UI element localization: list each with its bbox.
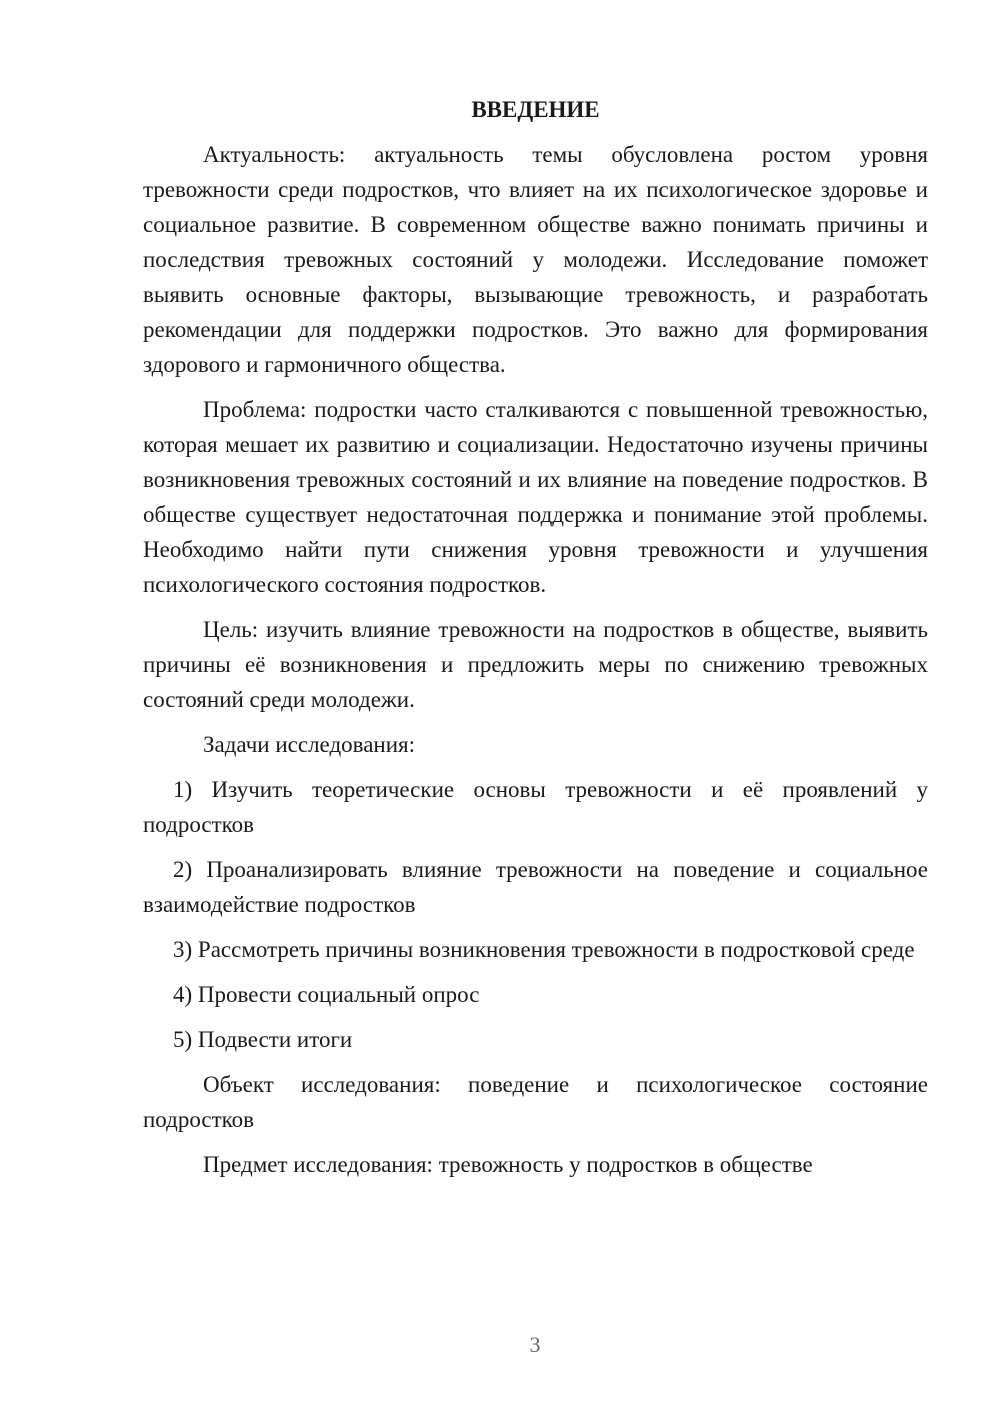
task-item-1: 1) Изучить теоретические основы тревожности и её проявлений у подростков bbox=[143, 777, 928, 837]
page-number: 3 bbox=[529, 1332, 541, 1357]
tasks-title: Задачи исследования: bbox=[203, 732, 416, 757]
problem-paragraph: Проблема: подростки часто сталкиваются с повышенной тревожностью, которая мешает их развитию и социализации. Недостаточно изучены причины возникновения тревожных состояний и их влияние на поведение подростков. В обществе существует недостаточная поддержка и понимание этой проблемы. Необходимо найти пути снижения уровня тревожности и улучшения психологического состояния подростков. bbox=[143, 397, 928, 597]
goal-paragraph: Цель: изучить влияние тревожности на подростков в обществе, выявить причины её возникновения и предложить меры по снижению тревожных состояний среди молодежи. bbox=[143, 617, 928, 712]
section-heading: ВВЕДЕНИЕ bbox=[471, 97, 600, 122]
relevance-paragraph: Актуальность: актуальность темы обусловлена ростом уровня тревожности среди подростков, что влияет на их психологическое здоровье и социальное развитие. В современном обществе важно понимать причины и последствия тревожных состояний у молодежи. Исследование поможет выявить основные факторы, вызывающие тревожность, и разработать рекомендации для поддержки подростков. Это важно для формирования здорового и гармоничного общества. bbox=[143, 142, 928, 377]
task-item-2: 2) Проанализировать влияние тревожности на поведение и социальное взаимодействие подростков bbox=[143, 857, 928, 917]
task-item-4: 4) Провести социальный опрос bbox=[173, 982, 480, 1007]
task-item-3: 3) Рассмотреть причины возникновения тревожности в подростковой среде bbox=[173, 937, 915, 962]
subject-paragraph: Предмет исследования: тревожность у подростков в обществе bbox=[203, 1152, 813, 1177]
task-item-5: 5) Подвести итоги bbox=[173, 1027, 353, 1052]
page-content bbox=[143, 92, 928, 1192]
object-paragraph: Объект исследования: поведение и психологическое состояние подростков bbox=[143, 1072, 928, 1132]
